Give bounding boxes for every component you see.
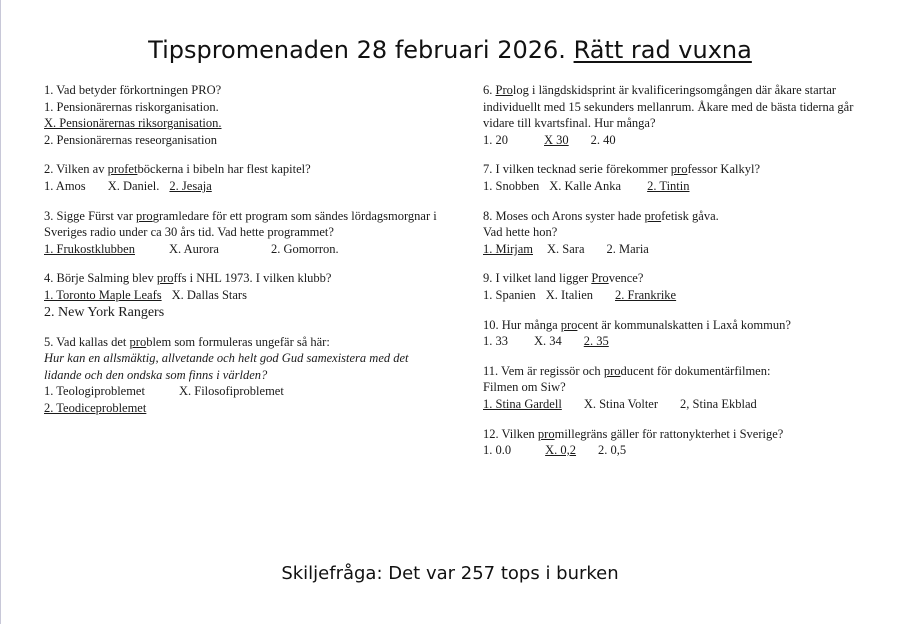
question-1-text: 1. Vad betyder förkortningen PRO? (44, 83, 222, 97)
question-3-option-2: 2. Gomorron. (270, 241, 339, 256)
question-5-option-2-correct: 2. Teodiceproblemet (44, 400, 147, 415)
question-5-text: 5. Vad kallas det problem som formuleras ungefär så här: (44, 334, 330, 349)
question-9-text: 9. I vilket land ligger Provence? (483, 271, 644, 286)
question-2 (44, 161, 439, 194)
question-2-options (44, 178, 439, 195)
right-question-column (483, 82, 873, 472)
page-title (0, 36, 900, 64)
question-5-quote: Hur kan en allsmäktig, allvetande och helt god Gud samexistera med det lidande och den ondska som finns i världen? (44, 351, 409, 382)
question-6-options (483, 132, 873, 149)
question-9-option-2-correct: 2. Frankrike (615, 287, 677, 302)
title-answer-key-label: Rätt rad vuxna (573, 36, 752, 64)
question-1-option-2: 2. Pensionärernas reseorganisation (44, 132, 217, 147)
question-5-option-x: X. Filosofiproblemet (178, 384, 284, 399)
question-6-option-2: 2. 40 (590, 132, 616, 147)
question-10 (483, 317, 873, 350)
question-8-text: 8. Moses och Arons syster hade profetisk gåva. (483, 208, 719, 223)
question-7 (483, 161, 873, 194)
question-10-option-x: X. 34 (534, 334, 562, 349)
left-question-column (44, 82, 439, 430)
question-3 (44, 208, 439, 258)
question-8-option-x: X. Sara (547, 241, 585, 256)
question-1-option-1: 1. Pensionärernas riskorganisation. (44, 99, 219, 114)
question-2-option-2-correct: 2. Jesaja (169, 178, 212, 193)
question-6-option-1: 1. 20 (483, 132, 508, 147)
tiebreak-answer: Skiljefråga: Det var 257 tops i burken (281, 563, 619, 584)
question-2-option-1: 1. Amos (44, 178, 86, 193)
question-9 (483, 270, 873, 303)
question-12-option-1: 1. 0.0 (483, 443, 512, 458)
question-11-option-x: X. Stina Volter (583, 396, 659, 411)
question-5-options (44, 383, 439, 400)
title-main: Tipspromenaden 28 februari 2026. (148, 36, 566, 64)
question-7-option-x: X. Kalle Anka (549, 178, 622, 193)
question-4-text: 4. Börje Salming blev proffs i NHL 1973. I vilken klubb? (44, 271, 332, 286)
question-3-option-1-correct: 1. Frukostklubben (44, 241, 135, 256)
question-4-options (44, 287, 439, 304)
question-8-option-1-correct: 1. Mirjam (483, 241, 533, 256)
page-left-border (0, 0, 1, 624)
question-4-option-2: 2. New York Rangers (44, 304, 165, 320)
question-12-option-x-correct: X. 0,2 (545, 443, 577, 458)
question-4-option-x: X. Dallas Stars (171, 287, 247, 302)
question-10-option-2-correct: 2. 35 (583, 334, 609, 349)
question-12-text: 12. Vilken promillegräns gäller för rattonykterhet i Sverige? (483, 426, 784, 441)
question-8 (483, 208, 873, 258)
question-9-option-1: 1. Spanien (483, 287, 536, 302)
question-3-text: 3. Sigge Fürst var programledare för ett program som sändes lördagsmorgnar i Sveriges radio under ca 30 års tid. Vad hette programmet? (44, 208, 437, 240)
question-2-option-x: X. Daniel. (107, 178, 160, 193)
question-7-option-1: 1. Snobben (483, 178, 540, 193)
question-8-option-2: 2. Maria (606, 241, 649, 256)
question-6 (483, 82, 873, 148)
question-10-text: 10. Hur många procent är kommunalskatten i Laxå kommun? (483, 317, 791, 332)
question-7-option-2-correct: 2. Tintin (647, 178, 690, 193)
question-12 (483, 426, 873, 459)
question-7-options (483, 178, 873, 195)
question-3-option-x: X. Aurora (168, 241, 219, 256)
question-11-options (483, 396, 873, 413)
question-1-option-x-correct: X. Pensionärernas riksorganisation. (44, 116, 222, 131)
question-10-options (483, 333, 873, 350)
question-11-text: 11. Vem är regissör och producent för dokumentärfilmen: (483, 363, 771, 378)
question-11 (483, 363, 873, 413)
question-2-text: 2. Vilken av profetböckerna i bibeln har flest kapitel? (44, 162, 311, 177)
question-4 (44, 270, 439, 320)
question-11-option-2: 2, Stina Ekblad (680, 396, 757, 411)
question-12-options (483, 442, 873, 459)
question-11-text-line-2: Filmen om Siw? (483, 380, 566, 395)
question-1 (44, 82, 439, 148)
question-4-option-1-correct: 1. Toronto Maple Leafs (44, 287, 162, 302)
question-12-option-2: 2. 0,5 (598, 443, 627, 458)
question-8-text-line-2: Vad hette hon? (483, 225, 558, 240)
question-8-options (483, 241, 873, 258)
question-6-option-x-correct: X 30 (544, 132, 569, 147)
question-6-text: 6. Prolog i längdskidsprint är kvalificeringsomgången där åkare startar individuellt med 15 sekunders mellanrum. Åkare med de bästa tiderna går vidare till kvartsfinal. Hur många? (483, 83, 854, 131)
question-5-option-1: 1. Teologiproblemet (44, 384, 145, 399)
question-7-text: 7. I vilken tecknad serie förekommer professor Kalkyl? (483, 162, 760, 177)
question-11-option-1-correct: 1. Stina Gardell (483, 396, 562, 411)
question-9-options (483, 287, 873, 304)
question-10-option-1: 1. 33 (483, 334, 508, 349)
question-5 (44, 334, 439, 417)
question-9-option-x: X. Italien (545, 287, 593, 302)
question-3-options (44, 241, 439, 258)
